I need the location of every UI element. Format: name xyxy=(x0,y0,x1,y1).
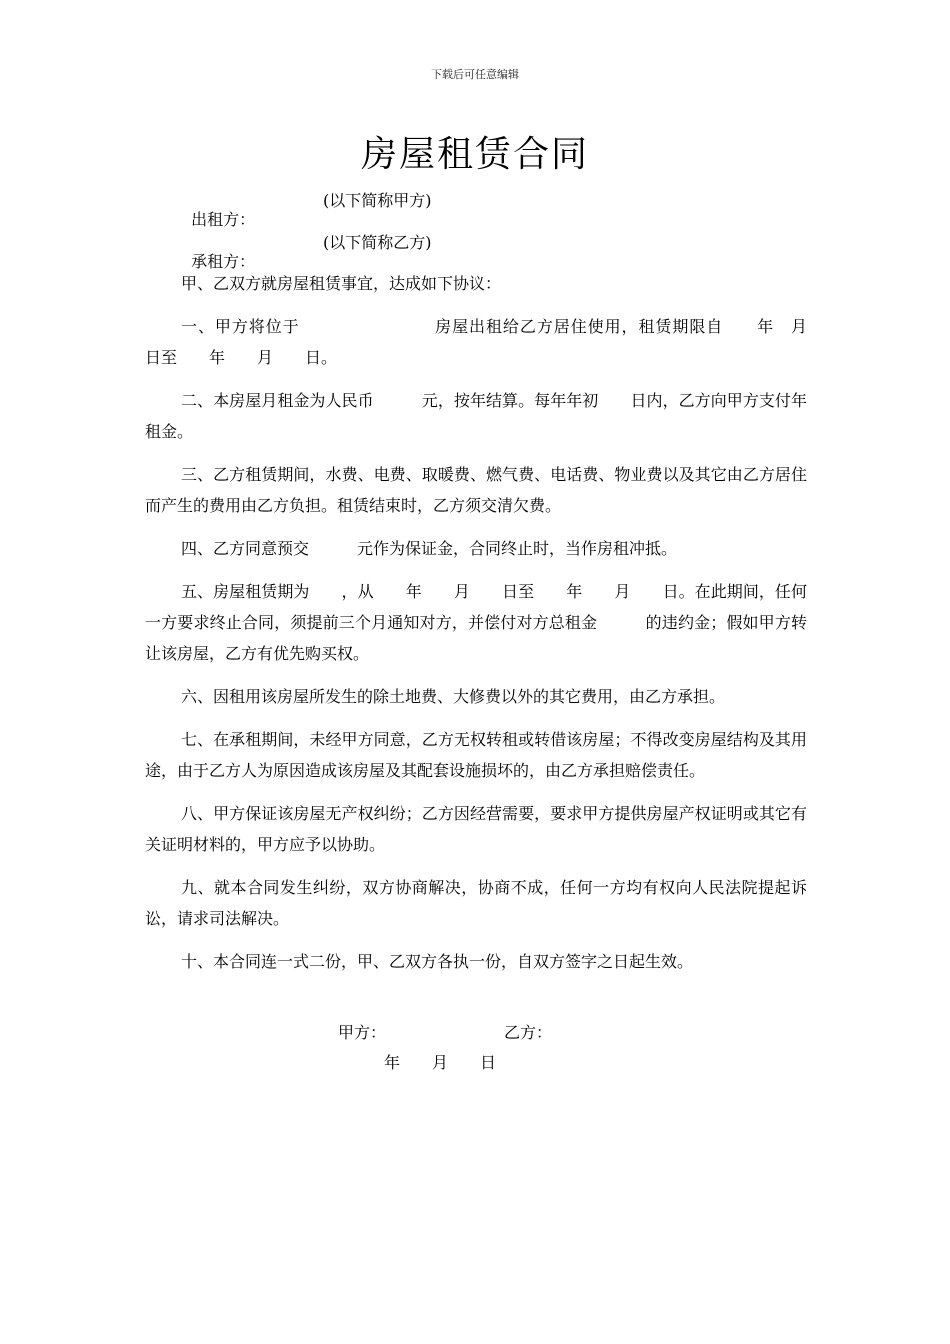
document-title: 房屋租赁合同 xyxy=(360,134,589,175)
clause-8: 八、甲方保证该房屋无产权纠纷；乙方因经营需要，要求甲方提供房屋产权证明或其它有关证明材料的，甲方应予以协助。 xyxy=(145,804,807,854)
signature-date: 年 月 日 xyxy=(384,1053,497,1072)
lessee-label: 承租方： xyxy=(191,252,256,271)
lessee-value: (以下简称乙方) xyxy=(323,233,432,252)
clause-7: 七、在承租期间，未经甲方同意，乙方无权转租或转借该房屋；不得改变房屋结构及其用途，由于乙方人为原因造成该房屋及其配套设施损坏的，由乙方承担赔偿责任。 xyxy=(145,730,807,780)
intro-paragraph: 甲、乙双方就房屋租赁事宜，达成如下协议： xyxy=(181,274,502,293)
lessor-value: (以下简称甲方) xyxy=(323,191,432,210)
lessor-label: 出租方： xyxy=(191,210,256,229)
party-a-signature-label: 甲方： xyxy=(338,1023,387,1042)
clause-5: 五、房屋租赁期为 ，从 年 月 日至 年 月 日。在此期间，任何一方要求终止合同，须提前三个月通知对方，并偿付对方总租金 的违约金；假如甲方转让该房屋，乙方有优先购买权。 xyxy=(145,582,807,663)
clause-2: 二、本房屋月租金为人民币 元，按年结算。每年年初 日内，乙方向甲方支付年租金。 xyxy=(145,391,807,441)
clause-3: 三、乙方租赁期间，水费、电费、取暖费、燃气费、电话费、物业费以及其它由乙方居住而产生的费用由乙方负担。租赁结束时，乙方须交清欠费。 xyxy=(145,465,807,515)
clause-10: 十、本合同连一式二份，甲、乙双方各执一份，自双方签字之日起生效。 xyxy=(181,952,694,971)
clause-4: 四、乙方同意预交 元作为保证金，合同终止时，当作房租冲抵。 xyxy=(181,539,678,558)
contract-body xyxy=(145,268,840,989)
party-b-signature-label: 乙方： xyxy=(504,1023,553,1042)
clause-9: 九、就本合同发生纠纷，双方协商解决，协商不成，任何一方均有权向人民法院提起诉讼，请求司法解决。 xyxy=(145,878,807,928)
header-note: 下载后可任意编辑 xyxy=(431,68,519,81)
clause-1: 一、甲方将位于 房屋出租给乙方居住使用，租赁期限自 年 月 日至 年 月 日。 xyxy=(145,317,840,367)
clause-6: 六、因租用该房屋所发生的除土地费、大修费以外的其它费用，由乙方承担。 xyxy=(181,687,726,706)
